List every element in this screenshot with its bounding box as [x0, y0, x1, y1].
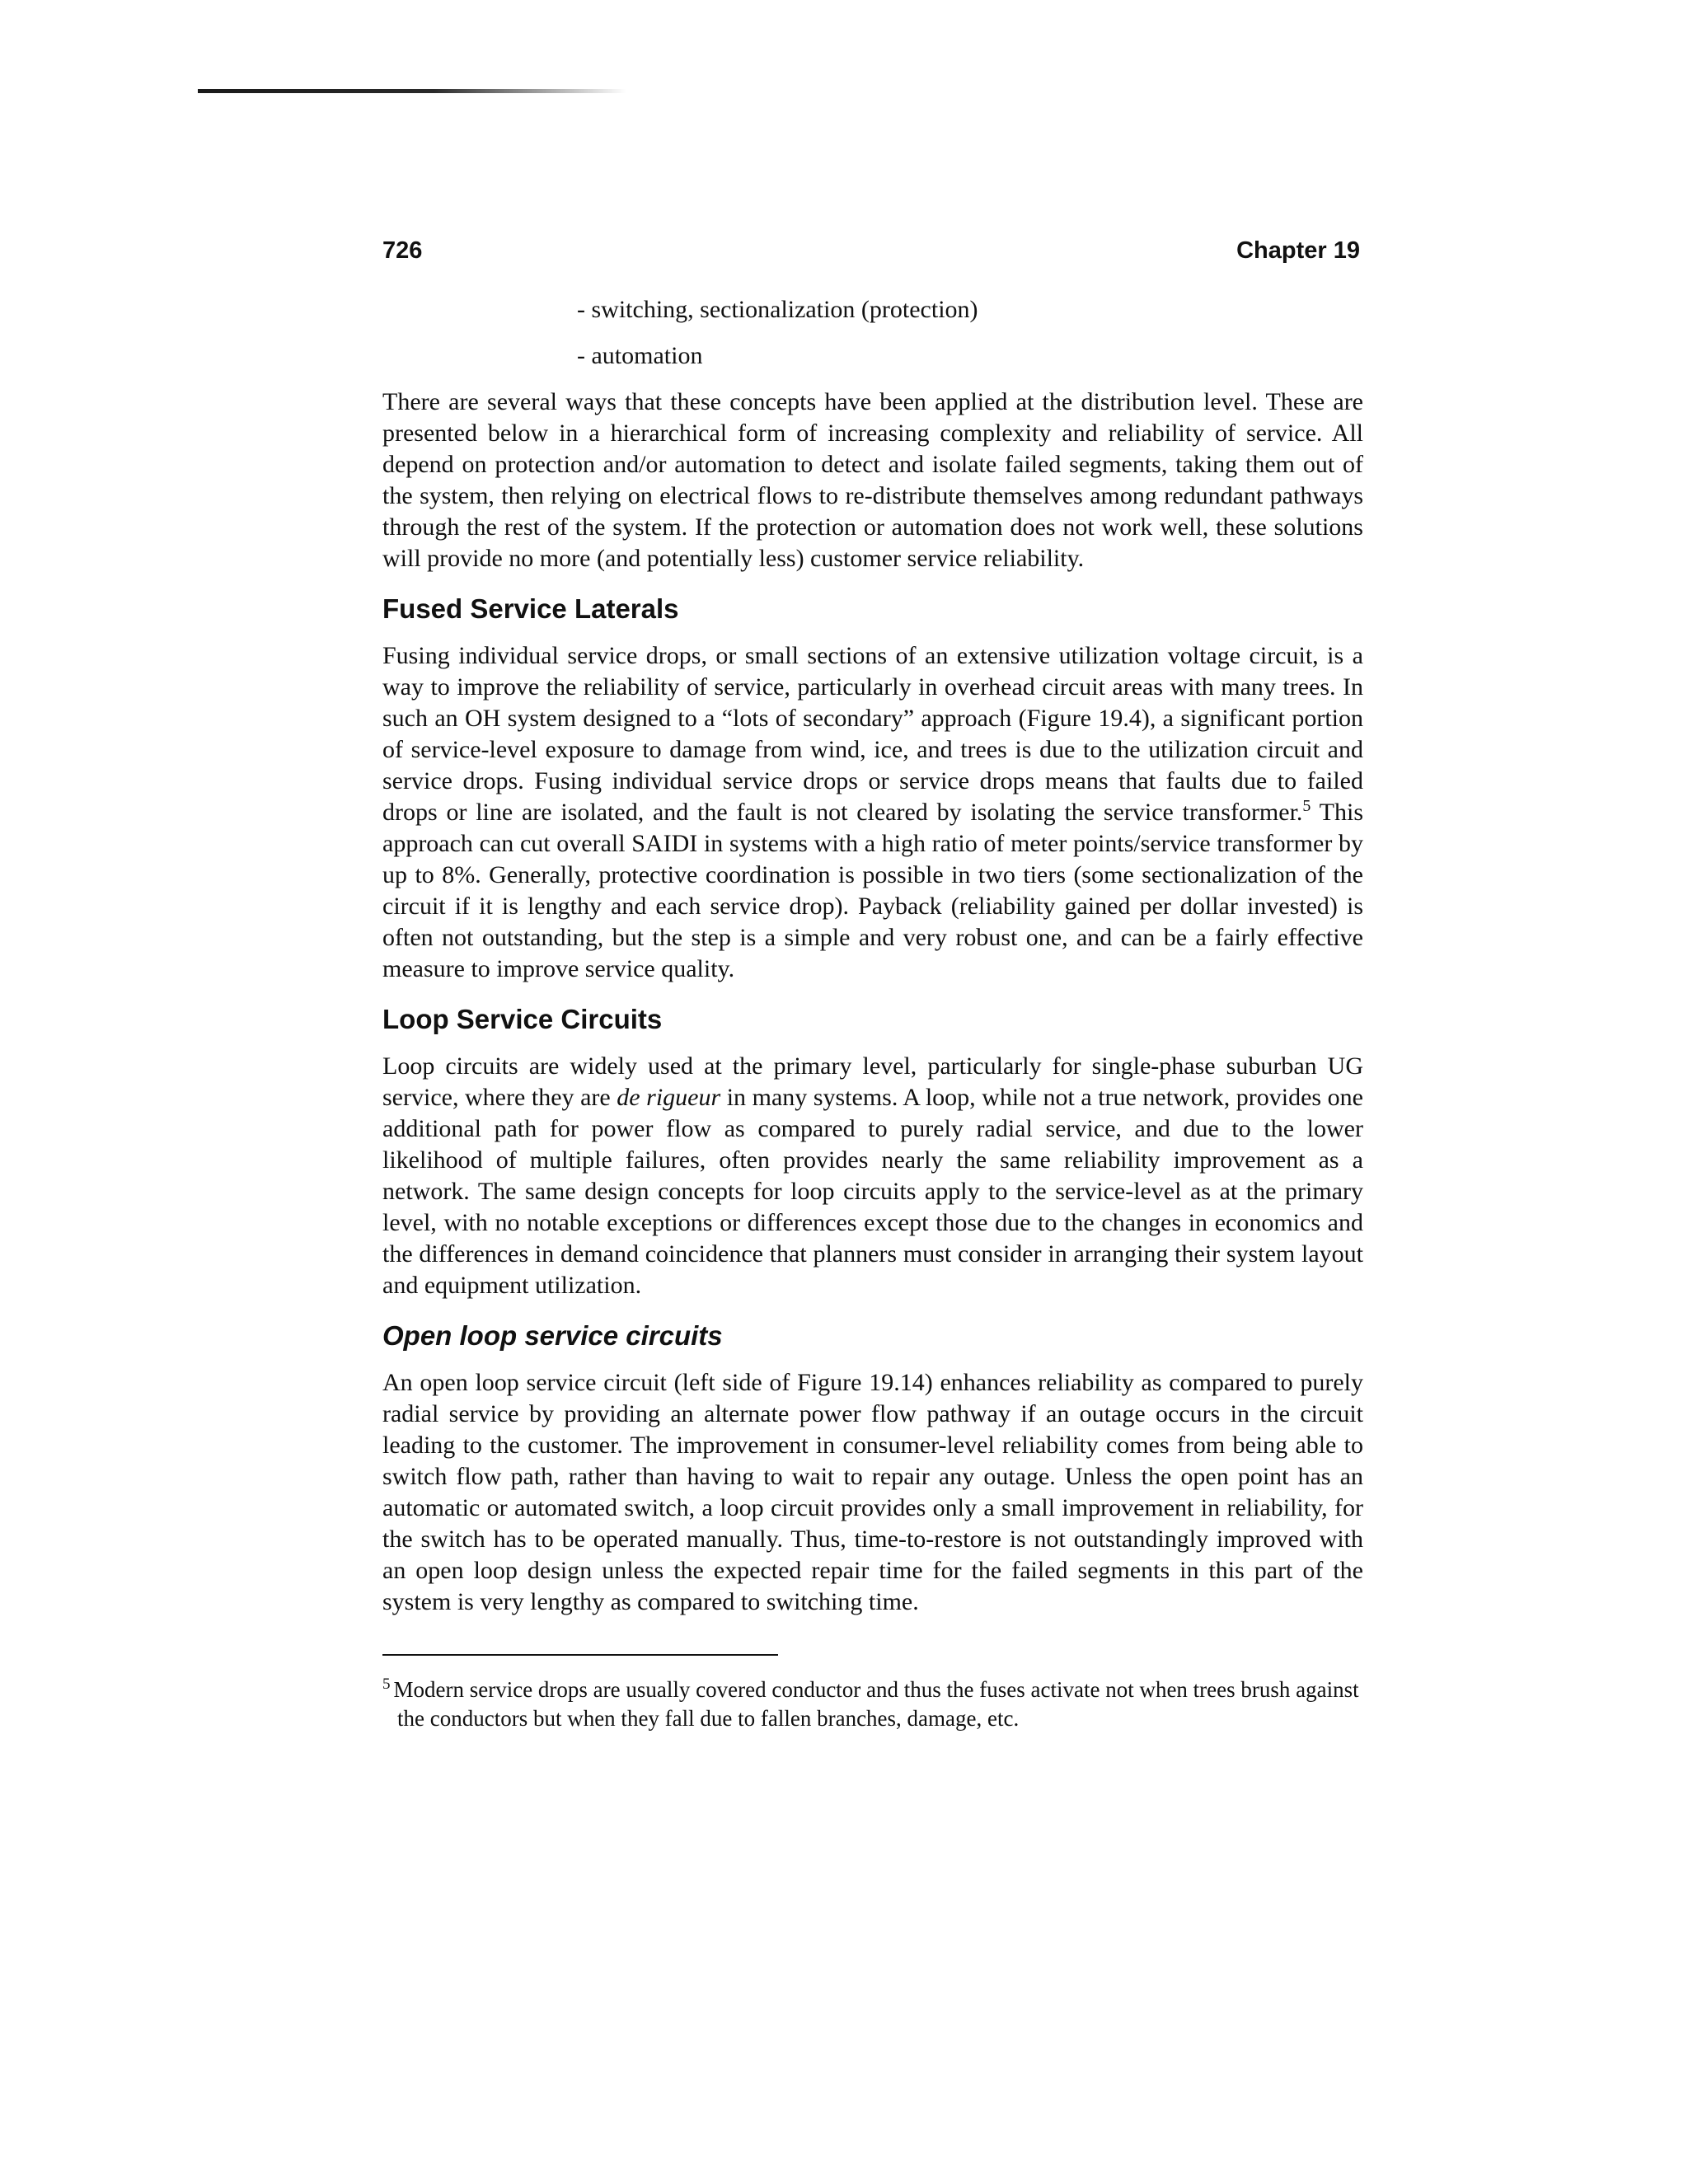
footnote — [382, 1675, 1363, 1733]
list-item: - switching, sectionalization (protection) — [577, 296, 978, 323]
footnote-divider — [382, 1654, 778, 1656]
paragraph-text: This approach can cut overall SAIDI in systems with a high ratio of meter points/service transformer by up to 8%. Generally, protective coordination is possible in two tiers (some sectionalization of the circuit if it is lengthy and each service drop). Payback (reliability gained per dollar invested) is often not outstanding, but the step is a simple and very robust one, and can be a fairly effective measure to improve service quality. — [382, 799, 1363, 982]
bullet-list — [577, 294, 1363, 372]
footnote-reference[interactable]: 5 — [1302, 797, 1311, 815]
subsection-heading-open-loop: Open loop service circuits — [382, 1320, 723, 1351]
chapter-label: Chapter 19 — [1236, 237, 1360, 264]
section-heading-fused-service-laterals: Fused Service Laterals — [382, 593, 679, 624]
footnote-text: Modern service drops are usually covered conductor and thus the fuses activate not when trees brush against the conductors but when they fall due to fallen branches, damage, etc. — [393, 1677, 1359, 1731]
loop-service-paragraph — [382, 1051, 1363, 1301]
scan-edge-rule — [198, 89, 626, 93]
page-header — [382, 237, 1363, 265]
intro-paragraph: There are several ways that these concepts have been applied at the distribution level. These are presented below in a hierarchical form of increasing complexity and reliability of service. All depend on protection and/or automation to detect and isolate failed segments, taking them out of the system, then relying on electrical flows to re-distribute themselves among redundant pathways through the rest of the system. If the protection or automation does not work well, these solutions will provide no more (and potentially less) customer service reliability. — [382, 388, 1363, 572]
footnote-number: 5 — [382, 1675, 391, 1693]
paragraph-text: in many systems. A loop, while not a true network, provides one additional path for power flow as compared to purely radial service, and due to the lower likelihood of multiple failures, often provides nearly the same reliability improvement as a network. The same design concepts for loop circuits apply to the service-level as at the primary level, with no notable exceptions or differences except those due to the changes in economics and the differences in demand coincidence that planners must consider in arranging their system layout and equipment utilization. — [382, 1084, 1363, 1299]
page-number: 726 — [382, 237, 423, 264]
paragraph-text: Fusing individual service drops, or small sections of an extensive utilization voltage circuit, is a way to improve the reliability of service, particularly in overhead circuit areas with many trees. In such an OH system designed to a “lots of secondary” approach (Figure 19.4), a significant portion of service-level exposure to damage from wind, ice, and trees is due to the utilization circuit and service drops. Fusing individual service drops or service drops means that faults due to failed drops or line are isolated, and the fault is not cleared by isolating the service transformer. — [382, 642, 1363, 826]
italic-term: de rigueur — [617, 1084, 721, 1111]
fused-service-paragraph — [382, 640, 1363, 985]
paragraph-text: Loop circuits are widely used at the primary level, particularly for single-phase suburban UG service, where they are — [382, 1052, 1363, 1111]
section-heading-loop-service-circuits: Loop Service Circuits — [382, 1004, 663, 1034]
open-loop-paragraph: An open loop service circuit (left side of Figure 19.14) enhances reliability as compared to purely radial service by providing an alternate power flow pathway if an outage occurs in the circuit leading to the customer. The improvement in consumer-level reliability comes from being able to switch flow path, rather than having to wait to repair any outage. Unless the open point has an automatic or automated switch, a loop circuit provides only a small improvement in reliability, for the switch has to be operated manually. Thus, time-to-restore is not outstandingly improved with an open loop design unless the expected repair time for the failed segments in this part of the system is very lengthy as compared to switching time. — [382, 1369, 1363, 1615]
list-item: - automation — [577, 342, 703, 369]
document-page — [382, 237, 1363, 1733]
